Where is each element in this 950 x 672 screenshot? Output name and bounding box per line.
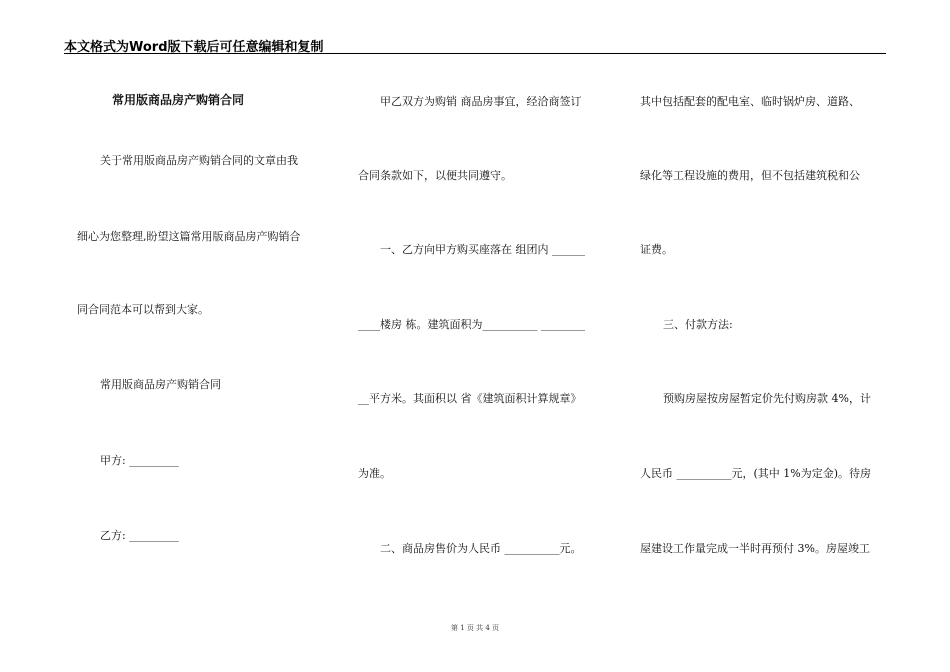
body-line: 常用版商品房产购销合同	[100, 378, 221, 391]
header-rule	[64, 53, 886, 54]
body-line: 合同条款如下，以便共同遵守。	[358, 169, 512, 182]
body-line: 为准。	[358, 467, 391, 480]
body-line: 绿化等工程设施的费用，但不包括建筑税和公	[640, 169, 860, 182]
body-line: ____楼房 栋。建筑面积为__________ ________	[358, 318, 585, 331]
clause-2-line: 二、商品房售价为人民币 __________元。	[380, 542, 582, 555]
body-line: 细心为您整理,盼望这篇常用版商品房产购销合	[77, 230, 301, 243]
contract-title: 常用版商品房产购销合同	[112, 93, 245, 107]
clause-1-line: 一、乙方向甲方购买座落在 组团内 ______	[380, 243, 585, 256]
document-header: 本文格式为Word版下载后可任意编辑和复制	[64, 40, 324, 55]
body-line: 甲乙双方为购销 商品房事宜，经洽商签订	[380, 95, 582, 108]
body-line: 预购房屋按房屋暂定价先付购房款 4%，计	[663, 392, 871, 405]
body-line: 屋建设工作量完成一半时再预付 3%。房屋竣工	[640, 542, 870, 555]
body-line: __平方米。其面积以 省《建筑面积计算规章》	[358, 392, 582, 405]
party-a-line: 甲方: _________	[100, 454, 179, 467]
body-line: 其中包括配套的配电室、临时锅炉房、道路、	[640, 95, 860, 108]
body-line: 关于常用版商品房产购销合同的文章由我	[100, 154, 298, 167]
body-line: 同合同范本可以帮到大家。	[77, 303, 209, 316]
body-line: 人民币 __________元，(其中 1%为定金)。待房	[640, 467, 872, 480]
page-footer: 第 1 页 共 4 页	[450, 624, 500, 632]
party-b-line: 乙方: _________	[100, 529, 179, 542]
clause-3-line: 三、付款方法:	[663, 318, 733, 331]
body-line: 证费。	[640, 243, 673, 256]
